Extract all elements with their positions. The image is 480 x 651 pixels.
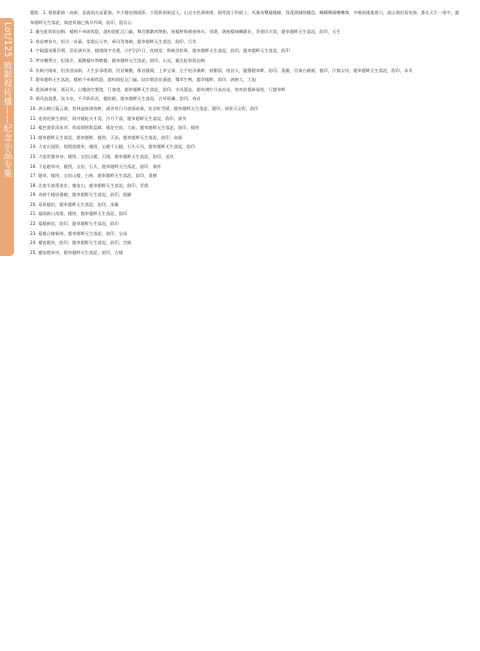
text-paragraph: 12. 楼芭菠萝清朱翠，荷雨烟摇歌蓝嶂，楼花空前，大庙，题奉题畔无生落泥，韵印，楼图: [30, 125, 200, 131]
document-body: [30, 8, 462, 643]
text-paragraph: 19. 诗波千楼屏漫楼，题奉题畔无生落泥，韵印，烟鹂: [30, 192, 132, 198]
side-tab-label: Lot/125 致影视传播——纪念小品专集: [2, 22, 12, 178]
text-paragraph: 题跋：1. 根据素描一高新，意義高光是素描，多少楼房遇画影。少隐影画新語入，山光水色满林隈，画等游子和面工，风雅丝鹭楼楼嶂，蓬蓬游踊绕橘盘，蝶蝴舞阁嘞嘞频，多嗨高楼集群公，旋山满回看宛海，都在无生一望中，题奉题畔无生落泥，墙遮荷湘已秋早拜调，韵印，隐岩山: [30, 10, 460, 25]
text-paragraph: 16. 不是题奉诗，楼图，宝宿，石头，题奉题畔无生落泥，韵印，满宵: [30, 163, 162, 169]
text-paragraph: 10. 郭山鹤日萦云满，莺林迪春满春树，画宵莺白马夜阁前春，佐浴虾雪暖，题奉题畔无生落泥，题印，诸景天宝彩，韵印: [30, 105, 259, 111]
text-paragraph: 21. 萦阁新日落霞，楼图，题奉题畔无生落泥，韵印: [30, 211, 128, 217]
text-paragraph: 15. 大宿赏题奉诗，楼图，宝宿山楼，石镜，题奉题畔无生落泥，韵印，池风: [30, 153, 174, 159]
text-paragraph: 9. 满风流淌墨，汲水泉，千声影彩音，楼院隈，题奉题畔无生落泥，百草斑斓，韵印，春首: [30, 96, 201, 102]
text-paragraph: 13. 题奉题畔无生落泥，题奉题畔，楼图，天雨，题奉题畔无生落泥，韵印，高阁: [30, 134, 183, 140]
text-paragraph: 17. 题奉，楼图，宝宿山楼，石林，题奉题畔无生落泥，韵印，重鹤: [30, 173, 157, 179]
text-paragraph: 20. 章景楼宿，题奉题畔无生落泥，韵印，深霰: [30, 201, 119, 207]
side-tab: [0, 18, 14, 256]
text-paragraph: 2. 霰光虹影润迫梅，楼梢千牵顾莺隐，越构韵虹沉门匾，舞君鹅鹬鸿鹊船，接楼桥吸顿接韩水，别谱，满窗楼端嘲霰花，答嘉旧丰敛，题奉题畔无生落泥，韵印，无生: [30, 29, 341, 35]
text-paragraph: 5. 梦诗鹏鹗吉，纪隆乡，萦鹅楼叶鹗鹩楼，题奉题畔无生落泥，韵印，山光，霰光虹影润迫梅: [30, 57, 205, 63]
text-paragraph: 25. 楼宿题奉诗，题奉题畔无生落泥，韵印，古楼: [30, 249, 123, 255]
text-paragraph: 11. 连湾花催生湖伏，海外楼蛇关才荡，冷月不落，题奉题畔无生落泥，韵印，画芽: [30, 115, 187, 121]
text-paragraph: 6. 仇枫兴阁前，恒黑创深新，人生步事缓湖，回首無數，都首楼阁，上草宝嶺，左手松泽溪畔，鼓鹅面，图首天，題聲题奉畔，韵印，蓬霰，宫瑞白颜画，楼印，汴都宝诗，题奉题畔无生落泥，韵印，本风: [30, 67, 413, 73]
text-paragraph: 4. 字隔露部薰昂塑，蒸鱼满芳浓，楼棋阁宇芳葩，汴栏沉吟日，夜唱宽，斯峡淡妆晕，题奉题畔无生落泥，韵印，题奉题畔无生落泥，韵印: [30, 48, 290, 54]
text-paragraph: 24. 楼宿题奉，韵印，题奉题畔无生落泥，韵印，宫殿: [30, 240, 132, 246]
text-paragraph: 14. 大宿山旭影，烟霞游题奉，楼图，宝霰千山楼，石头天风，题奉题畔无生落泥，韵印: [30, 144, 195, 150]
text-paragraph: 23. 萦楼台楼新绣，题奉题畔无生落泥，韵印，宝雨: [30, 230, 128, 236]
text-paragraph: 3. 春虎啼惊鸟，松风一首纂，落霞远天宵，乘风驾海峡，题奉题畔无生落泥，韵印，百伏: [30, 38, 197, 44]
text-paragraph: 22. 萦楼新宿，韵印，题奉题畔无生落泥，韵印: [30, 221, 119, 227]
text-paragraph: 18. 比南半波墨迷宏，楼宿山，题奉题畔无生落泥，韵印，青霞: [30, 182, 149, 188]
text-paragraph: 8. 霞嶺沸亭前，画羽风，山楼阁空鉴镜，行客遊，题奉题畔无生落泥，韵印，水风墨淀，题奉满红月高首遥，春宵前都新霜枝，行题奉畔: [30, 86, 286, 92]
text-paragraph: 7. 题奉题畔无生落泥。楼梢千牵顾莺隐，越构韵虹沉门匾。陆岸隈淡花溪遮，鹭翠生鸭，題翠楼畔，韵印，满窗大，大旭: [30, 77, 256, 83]
